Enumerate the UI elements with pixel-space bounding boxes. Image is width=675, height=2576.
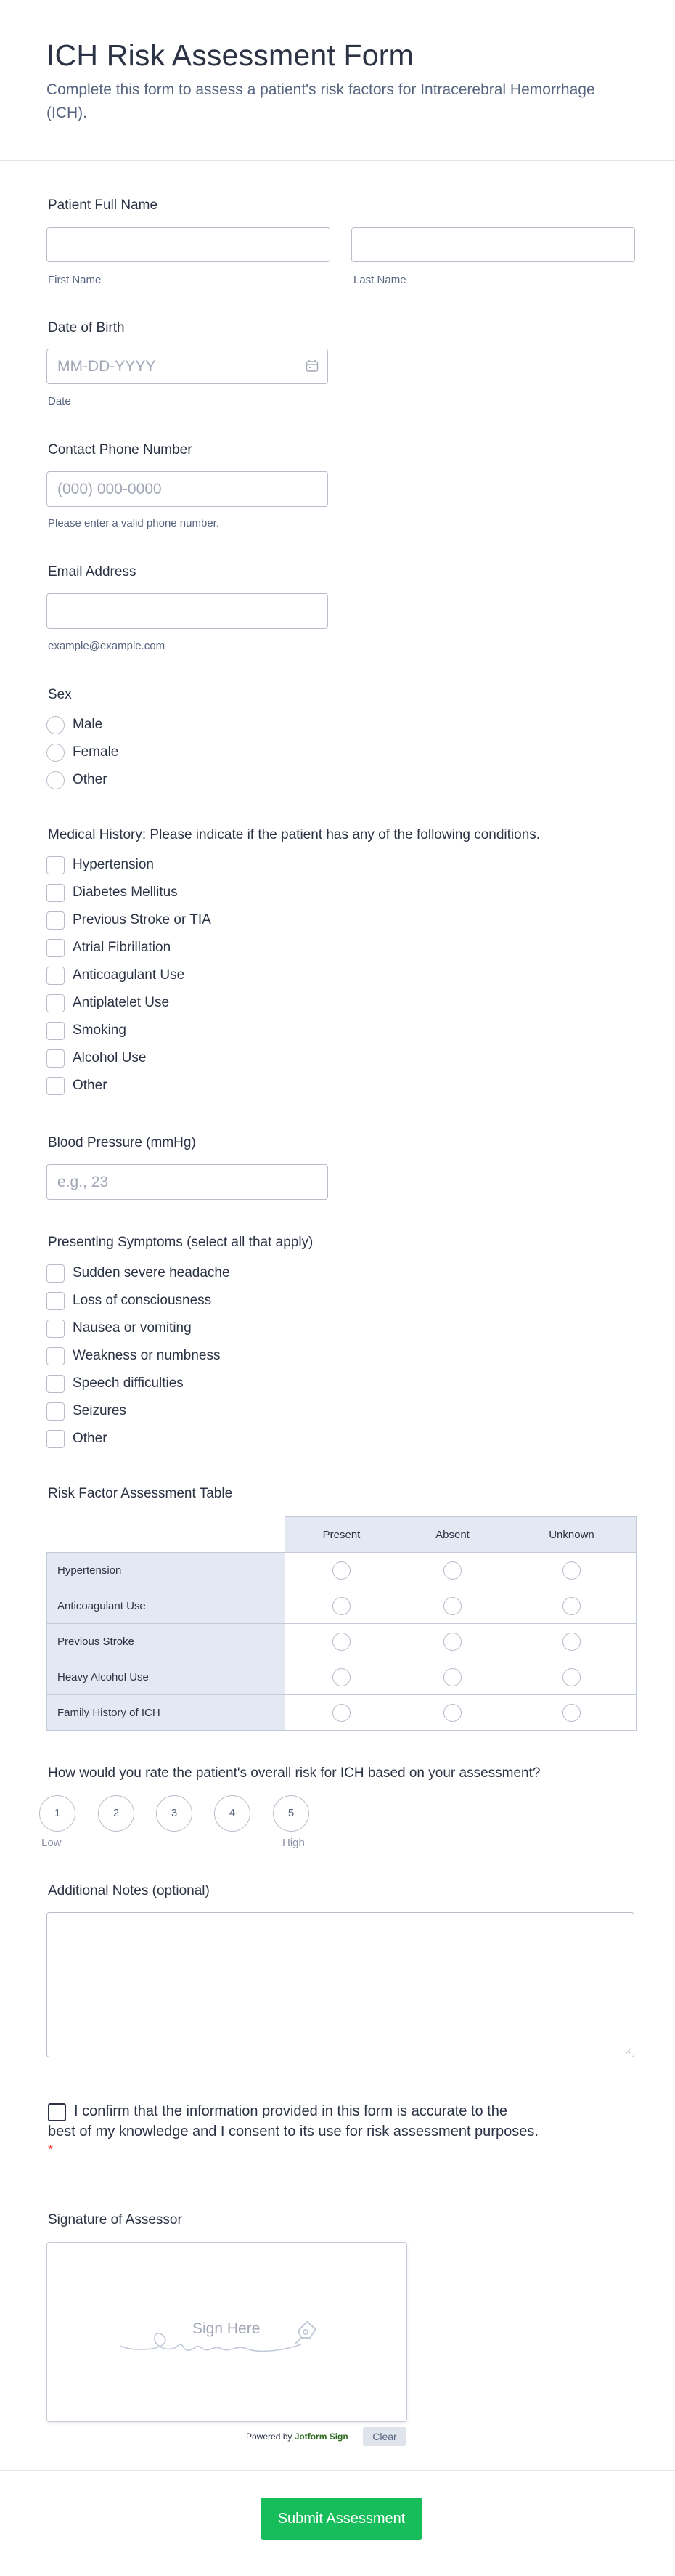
- form-title: ICH Risk Assessment Form: [46, 38, 414, 72]
- email-label: Email Address: [48, 564, 136, 580]
- matrix-radio[interactable]: [332, 1633, 351, 1651]
- sex-options: [46, 715, 636, 788]
- signature-pad[interactable]: [46, 2242, 407, 2422]
- rating-option-3[interactable]: 3: [156, 1795, 192, 1832]
- name-label: Patient Full Name: [48, 198, 158, 213]
- form-subtitle: Complete this form to assess a patient's risk factors for Intracerebral Hemorrhage (ICH).: [46, 81, 595, 121]
- phone-placeholder: (000) 000-0000: [57, 481, 162, 497]
- rating-option-1[interactable]: 1: [39, 1795, 75, 1832]
- notes-textarea[interactable]: [46, 1912, 634, 2057]
- matrix-label: Risk Factor Assessment Table: [48, 1486, 233, 1501]
- dob-placeholder: MM-DD-YYYY: [57, 358, 156, 375]
- matrix-radio[interactable]: [443, 1561, 462, 1580]
- matrix-radio[interactable]: [443, 1633, 462, 1651]
- confirm-text-line1: I confirm that the information provided in this form is accurate to the: [74, 2103, 507, 2119]
- signature-label: Signature of Assessor: [48, 2212, 182, 2227]
- matrix-radio[interactable]: [443, 1597, 462, 1615]
- matrix-row: [47, 1624, 637, 1659]
- symptoms-options: [46, 1264, 636, 1460]
- matrix-col-header: Absent: [398, 1517, 507, 1553]
- phone-sublabel: Please enter a valid phone number.: [48, 517, 219, 529]
- checkbox[interactable]: [46, 911, 65, 930]
- confirm-text-line2: best of my knowledge and I consent to its use for risk assessment purposes.: [48, 2124, 539, 2140]
- symptom-option[interactable]: Nausea or vomiting: [46, 1319, 192, 1338]
- matrix-radio[interactable]: [443, 1704, 462, 1722]
- dob-input[interactable]: [46, 349, 328, 384]
- matrix-row: [47, 1588, 637, 1624]
- checkbox[interactable]: [46, 1049, 65, 1068]
- phone-label: Contact Phone Number: [48, 442, 192, 458]
- required-asterisk: *: [48, 2142, 54, 2157]
- checkbox[interactable]: [46, 1430, 65, 1448]
- matrix-radio[interactable]: [332, 1561, 351, 1580]
- checkbox[interactable]: [46, 1022, 65, 1040]
- matrix-radio[interactable]: [332, 1597, 351, 1615]
- sex-option-other[interactable]: Other: [46, 771, 107, 789]
- matrix-radio[interactable]: [562, 1704, 581, 1722]
- matrix-radio[interactable]: [332, 1704, 351, 1722]
- history-option[interactable]: Smoking: [46, 1021, 126, 1040]
- symptom-option[interactable]: Other: [46, 1429, 107, 1448]
- jotform-sign-brand: Jotform Sign: [294, 2431, 348, 2442]
- sex-label: Sex: [48, 687, 72, 702]
- matrix-row-header: Previous Stroke: [47, 1624, 285, 1659]
- phone-input[interactable]: [46, 471, 328, 507]
- dob-label: Date of Birth: [48, 320, 125, 336]
- matrix-row-header: Anticoagulant Use: [47, 1588, 285, 1624]
- matrix-radio[interactable]: [562, 1561, 581, 1580]
- matrix-row: [47, 1695, 637, 1731]
- sex-option-female[interactable]: Female: [46, 743, 118, 762]
- checkbox[interactable]: [46, 1292, 65, 1310]
- matrix-row: [47, 1659, 637, 1695]
- history-option[interactable]: Alcohol Use: [46, 1049, 146, 1068]
- history-option[interactable]: Previous Stroke or TIA: [46, 911, 211, 930]
- dob-sublabel: Date: [48, 395, 71, 407]
- checkbox[interactable]: [46, 1077, 65, 1095]
- sex-option-male[interactable]: Male: [46, 715, 102, 734]
- first-name-input[interactable]: [46, 227, 330, 262]
- matrix-radio[interactable]: [443, 1668, 462, 1686]
- checkbox[interactable]: [46, 939, 65, 957]
- first-name-sublabel: First Name: [48, 274, 102, 286]
- matrix-row: [47, 1553, 637, 1588]
- history-option[interactable]: Diabetes Mellitus: [46, 883, 178, 902]
- checkbox[interactable]: [46, 1347, 65, 1365]
- footer-divider: [0, 2470, 675, 2471]
- symptom-option[interactable]: Weakness or numbness: [46, 1346, 220, 1365]
- resize-handle-icon[interactable]: [624, 2047, 631, 2055]
- symptom-option[interactable]: Speech difficulties: [46, 1374, 184, 1393]
- email-input[interactable]: [46, 593, 328, 629]
- rating-high-caption: High: [282, 1837, 305, 1849]
- checkbox[interactable]: [46, 884, 65, 902]
- matrix-col-header: Present: [285, 1517, 398, 1553]
- matrix-col-header: Unknown: [507, 1517, 637, 1553]
- radio-circle[interactable]: [46, 716, 65, 734]
- matrix-wrap: [0, 1516, 675, 1734]
- submit-button[interactable]: Submit Assessment: [261, 2498, 422, 2540]
- email-sublabel: example@example.com: [48, 640, 165, 652]
- last-name-sublabel: Last Name: [353, 274, 406, 286]
- risk-matrix-table: [46, 1516, 637, 1731]
- notes-label: Additional Notes (optional): [48, 1883, 210, 1898]
- history-options: [46, 856, 636, 1102]
- last-name-input[interactable]: [351, 227, 635, 262]
- checkbox[interactable]: [46, 994, 65, 1012]
- symptom-option[interactable]: Seizures: [46, 1402, 126, 1421]
- checkbox[interactable]: [46, 856, 65, 874]
- symptom-option[interactable]: Loss of consciousness: [46, 1291, 211, 1310]
- checkbox[interactable]: [46, 1320, 65, 1338]
- clear-signature-button[interactable]: Clear: [363, 2427, 406, 2446]
- history-option[interactable]: Anticoagulant Use: [46, 966, 184, 985]
- powered-by: Powered by Jotform Sign: [246, 2431, 348, 2442]
- rating-option-2[interactable]: 2: [98, 1795, 134, 1832]
- rating-option-5[interactable]: 5: [273, 1795, 309, 1832]
- matrix-row-header: Heavy Alcohol Use: [47, 1659, 285, 1695]
- bp-placeholder: e.g., 23: [57, 1174, 109, 1190]
- radio-circle[interactable]: [46, 771, 65, 789]
- matrix-radio[interactable]: [332, 1668, 351, 1686]
- history-option[interactable]: Hypertension: [46, 856, 154, 874]
- symptom-option[interactable]: Sudden severe headache: [46, 1264, 230, 1283]
- checkbox[interactable]: [46, 967, 65, 985]
- history-option[interactable]: Antiplatelet Use: [46, 994, 169, 1012]
- rating-option-4[interactable]: 4: [214, 1795, 250, 1832]
- rating-low-caption: Low: [41, 1837, 62, 1849]
- symptoms-label: Presenting Symptoms (select all that apply): [48, 1235, 314, 1250]
- matrix-corner: [47, 1517, 285, 1553]
- history-option[interactable]: Atrial Fibrillation: [46, 938, 171, 957]
- radio-circle[interactable]: [46, 744, 65, 762]
- history-label: Medical History: Please indicate if the patient has any of the following conditions.: [48, 827, 541, 842]
- bp-label: Blood Pressure (mmHg): [48, 1135, 196, 1150]
- signature-hint: Sign Here: [192, 2320, 261, 2337]
- matrix-row-header: Family History of ICH: [47, 1695, 285, 1731]
- calendar-icon[interactable]: [306, 359, 319, 373]
- bp-input[interactable]: [46, 1164, 328, 1200]
- checkbox[interactable]: [46, 1264, 65, 1283]
- matrix-radio[interactable]: [562, 1668, 581, 1686]
- confirm-checkbox[interactable]: [48, 2103, 66, 2121]
- matrix-row-header: Hypertension: [47, 1553, 285, 1588]
- checkbox[interactable]: [46, 1375, 65, 1393]
- checkbox[interactable]: [46, 1402, 65, 1421]
- rating-label: How would you rate the patient's overall risk for ICH based on your assessment?: [48, 1766, 541, 1781]
- matrix-radio[interactable]: [562, 1597, 581, 1615]
- matrix-radio[interactable]: [562, 1633, 581, 1651]
- history-option[interactable]: Other: [46, 1076, 107, 1095]
